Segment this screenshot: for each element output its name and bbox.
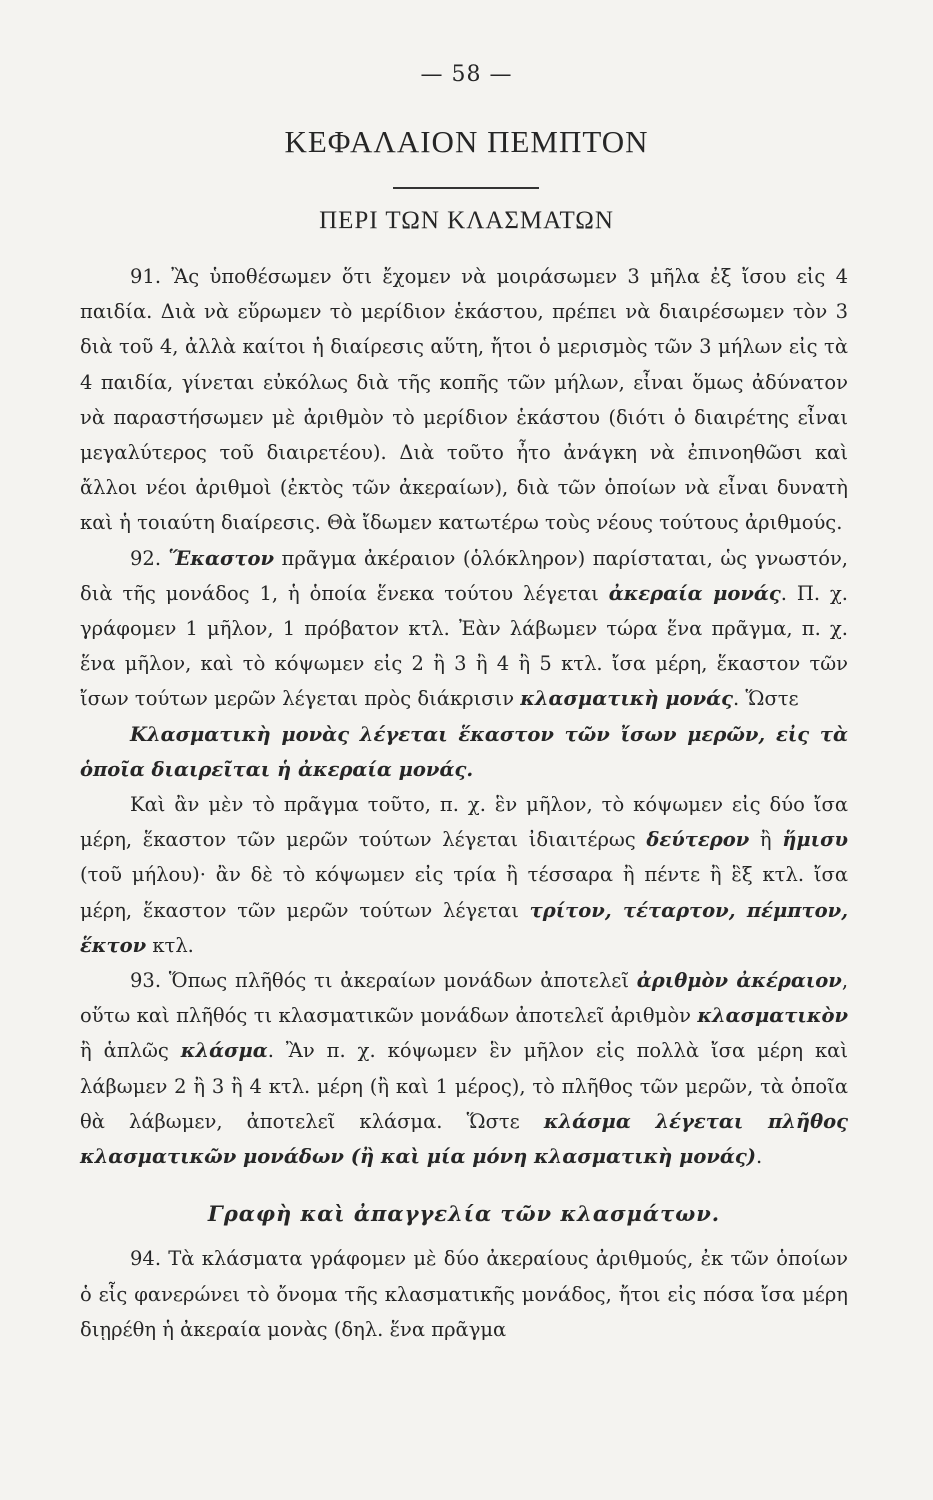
paragraph-92-continued <box>80 787 848 963</box>
emphasis-text: δεύτερον <box>646 828 750 852</box>
subsection-heading: Γραφὴ καὶ ἀπαγγελία τῶν κλασμάτων. <box>207 1201 721 1227</box>
section-title: ΠΕΡΙ ΤΩΝ ΚΛΑΣΜΑΤΩΝ <box>319 207 614 234</box>
emphasis-text: Ἕκαστον <box>168 546 275 570</box>
paragraph-text: . Ἂν π. χ. κόψωμεν ἓν μῆλον εἰς πολλὰ ἴσα μέρη καὶ λάβωμεν 2 ἢ 3 ἢ 4 κτλ. μέρη (ἢ καὶ 1 μέρος), τὸ πλῆθος τῶν μερῶν, τὰ ὁποῖα θὰ λάβωμεν, ἀποτελεῖ κλάσμα. Ὥστε <box>80 1039 848 1133</box>
paragraph-text: (τοῦ μήλου)· ἂν δὲ τὸ κόψωμεν εἰς τρία ἢ τέσσαρα ἢ πέντε ἢ ἓξ κτλ. ἴσα μέρη, ἕκαστον τῶν μερῶν τούτων λέγεται <box>80 863 848 922</box>
paragraph-text: Καὶ ἂν μὲν τὸ πρᾶγμα τοῦτο, π. χ. ἓν μῆλον, τὸ κόψωμεν εἰς δύο ἴσα μέρη, ἕκαστον τῶν μερῶν τούτων λέγεται ἰδιαιτέρως <box>80 793 848 852</box>
page-number: — 58 — <box>420 62 513 87</box>
paragraph-number: 92. <box>130 546 162 570</box>
emphasis-text: κλασματικὴ μονάς <box>520 687 734 711</box>
paragraph-92 <box>80 541 848 717</box>
paragraph-text: πρᾶγμα ἀκέραιον (ὁλόκληρον) παρίσταται, ὡς γνωστόν, διὰ τῆς μονάδος 1, ἡ ὁποία ἕνεκα τούτου λέγεται <box>80 546 848 605</box>
paragraph-text: ἢ ἁπλῶς <box>80 1039 181 1063</box>
paragraph-text: . <box>756 1145 763 1169</box>
chapter-title: ΚΕΦΑΛΑΙΟΝ ΠΕΜΠΤΟΝ <box>284 124 649 159</box>
paragraph-93 <box>80 963 848 1174</box>
paragraph-text: ἢ <box>749 828 783 852</box>
divider-rule <box>393 187 539 189</box>
paragraph-text: . Π. χ. γράφομεν 1 μῆλον, 1 πρόβατον κτλ. Ἐὰν λάβωμεν τώρα ἕνα πρᾶγμα, π. χ. ἕνα μῆλον, καὶ τὸ κόψωμεν εἰς 2 ἢ 3 ἢ 4 ἢ 5 κτλ. ἴσα μέρη, ἕκαστον τῶν ἴσων τούτων μερῶν λέγεται πρὸς διάκρισιν <box>80 581 848 711</box>
emphasis-text: ἥμισυ <box>782 828 848 852</box>
emphasis-text: κλασματικὸν <box>697 1004 848 1028</box>
paragraph-94: 94. Τὰ κλάσματα γράφομεν μὲ δύο ἀκεραίους ἀριθμούς, ἐκ τῶν ὁποίων ὁ εἷς φανερώνει τὸ ὄνομα τῆς κλασματικῆς μονάδος, ἤτοι εἰς πόσα ἴσα μέρη διῃρέθη ἡ ἀκεραία μονὰς (δηλ. ἕνα πρᾶγμα <box>80 1247 848 1341</box>
paragraph-text: 93. Ὅπως πλῆθός τι ἀκεραίων μονάδων ἀποτελεῖ <box>130 969 637 993</box>
emphasis-text: κλάσμα <box>180 1039 268 1063</box>
definition-fractional-unit: Κλασματικὴ μονὰς λέγεται ἕκαστον τῶν ἴσων μερῶν, εἰς τὰ ὁποῖα διαιρεῖται ἡ ἀκεραία μονάς. <box>80 722 848 781</box>
paragraph-text: κτλ. <box>146 933 194 957</box>
body-text <box>80 259 848 1347</box>
emphasis-text: κλάσμα λέγεται πλῆθος κλασματικῶν μονάδων (ἢ καὶ μία μόνη κλασματικὴ μονάς) <box>80 1109 848 1169</box>
paragraph-91: 91. Ἂς ὑποθέσωμεν ὅτι ἔχομεν νὰ μοιράσωμεν 3 μῆλα ἐξ ἴσου εἰς 4 παιδία. Διὰ νὰ εὕρωμεν τὸ μερίδιον ἑκάστου, πρέπει νὰ διαιρέσωμεν τὸν 3 διὰ τοῦ 4, ἀλλὰ καίτοι ἡ διαίρεσις αὕτη, ἤτοι ὁ μερισμὸς τῶν 3 μήλων εἰς τὰ 4 παιδία, γίνεται εὐκόλως διὰ τῆς κοπῆς τῶν μήλων, εἶναι ὅμως ἀδύνατον νὰ παραστήσωμεν μὲ ἀριθμὸν τὸ μερίδιον ἑκάστου (διότι ὁ διαιρέτης εἶναι μεγαλύτερος τοῦ διαιρετέου). Διὰ τοῦτο ἦτο ἀνάγκη νὰ ἐπινοηθῶσι καὶ ἄλλοι νέοι ἀριθμοὶ (ἐκτὸς τῶν ἀκεραίων), διὰ τῶν ὁποίων νὰ εἶναι δυνατὴ καὶ ἡ τοιαύτη διαίρεσις. Θὰ ἴδωμεν κατωτέρω τοὺς νέους τούτους ἀριθμούς. <box>80 265 848 535</box>
emphasis-text: ἀριθμὸν ἀκέραιον <box>636 969 842 993</box>
paragraph-text: , οὕτω καὶ πλῆθός τι κλασματικῶν μονάδων ἀποτελεῖ ἀριθμὸν <box>80 969 849 1028</box>
emphasis-text: ἀκεραία μονάς <box>608 581 781 605</box>
emphasis-text: τρίτον, τέταρτον, πέμπτον, ἕκτον <box>80 898 848 957</box>
paragraph-text: . Ὥστε <box>733 687 799 711</box>
